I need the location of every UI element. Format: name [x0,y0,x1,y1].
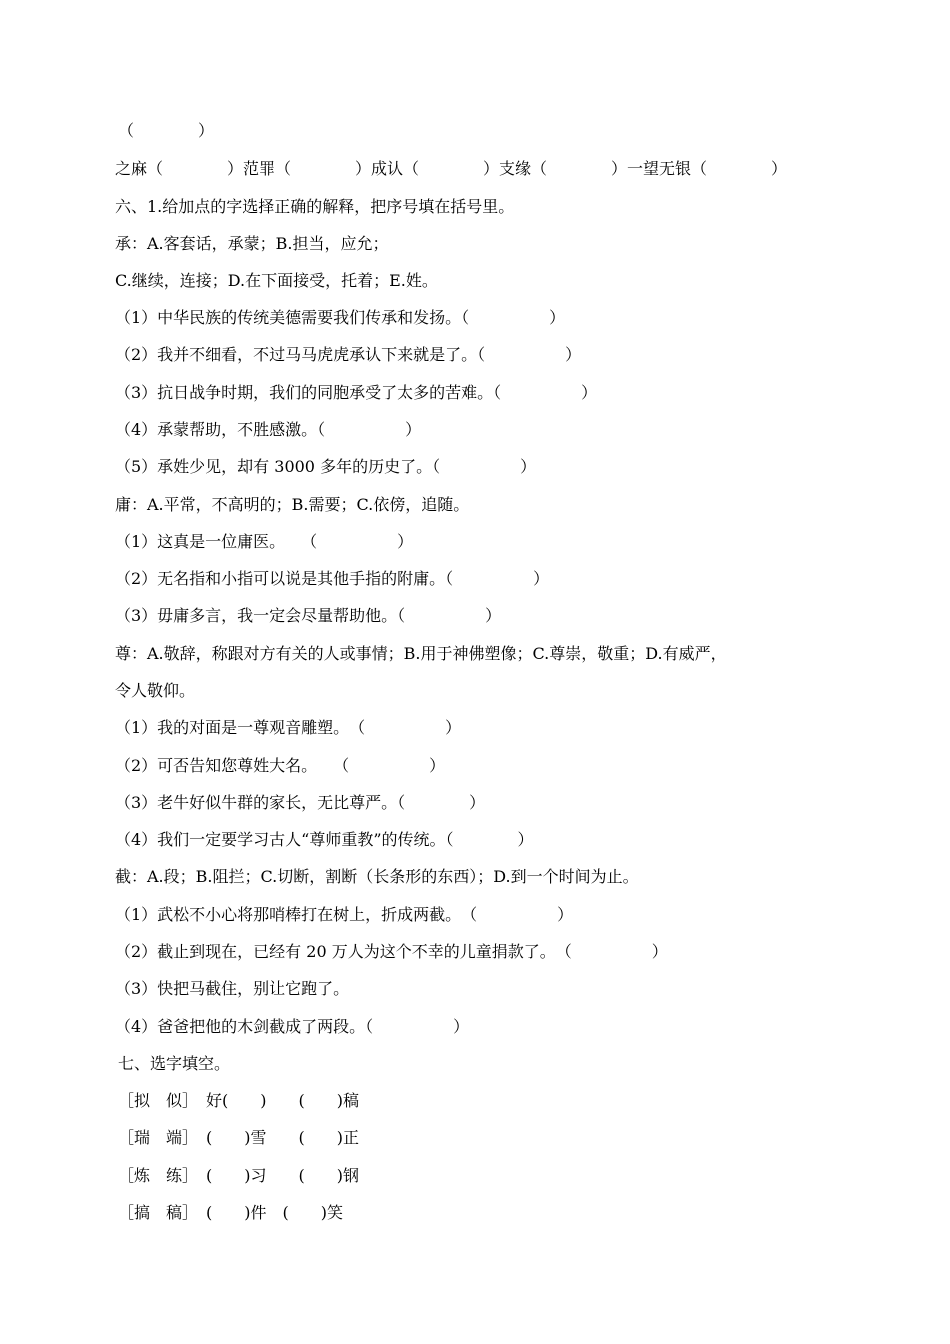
section-heading: 六、1.给加点的字选择正确的解释，把序号填在括号里。 [115,197,515,216]
text-line: 令人敬仰。 [115,681,196,700]
question-line: （4）承蒙帮助，不胜感激。（ ） [115,420,422,439]
text-line: 截：A.段；B.阻拦；C.切断，割断（长条形的东西）；D.到一个时间为止。 [115,867,639,886]
text-line: （ ） [118,121,215,140]
question-line: （2）可否告知您尊姓大名。 （ ） [115,756,446,775]
question-line: （1）武松不小心将那哨棒打在树上，折成两截。 （ ） [115,905,574,924]
question-line: （1）我的对面是一尊观音雕塑。 （ ） [115,718,462,737]
question-line: （5）承姓少见，却有 3000 多年的历史了。（ ） [115,457,537,476]
fill-in-line: ［瑞 端］ ( )雪 ( )正 [118,1128,359,1147]
question-line: （3）快把马截住，别让它跑了。 [115,979,350,998]
fill-in-line: ［拟 似］ 好( ) ( )稿 [118,1091,359,1110]
question-line: （2）截止到现在，已经有 20 万人为这个不幸的儿童捐款了。 （ ） [115,942,668,961]
question-line: （2）我并不细看，不过马马虎虎承认下来就是了。（ ） [115,345,582,364]
text-line: 承：A.客套话，承蒙；B.担当，应允； [115,234,389,253]
question-line: （3）抗日战争时期，我们的同胞承受了太多的苦难。（ ） [115,383,598,402]
question-line: （4）爸爸把他的木剑截成了两段。（ ） [115,1017,470,1036]
question-line: （2）无名指和小指可以说是其他手指的附庸。（ ） [115,569,550,588]
text-line: 庸：A.平常，不高明的；B.需要；C.依傍，追随。 [115,495,470,514]
question-line: （3）毋庸多言，我一定会尽量帮助他。（ ） [115,606,502,625]
section-heading: 七、选字填空。 [118,1054,231,1073]
question-line: （1）中华民族的传统美德需要我们传承和发扬。（ ） [115,308,566,327]
text-line: 之麻（ ）范罪（ ）成认（ ）支缘（ ）一望无银（ ） [115,159,788,178]
question-line: （3）老牛好似牛群的家长，无比尊严。（ ） [115,793,486,812]
text-line: C.继续，连接；D.在下面接受，托着；E.姓。 [115,271,438,290]
fill-in-line: ［搞 稿］ ( )件 ( )笑 [118,1203,343,1222]
question-line: （4）我们一定要学习古人“尊师重教”的传统。（ ） [115,830,534,849]
fill-in-line: ［炼 练］ ( )习 ( )钢 [118,1166,359,1185]
question-line: （1）这真是一位庸医。 （ ） [115,532,414,551]
text-line: 尊：A.敬辞，称跟对方有关的人或事情；B.用于神佛塑像；C.尊崇，敬重；D.有威严， [115,644,727,663]
